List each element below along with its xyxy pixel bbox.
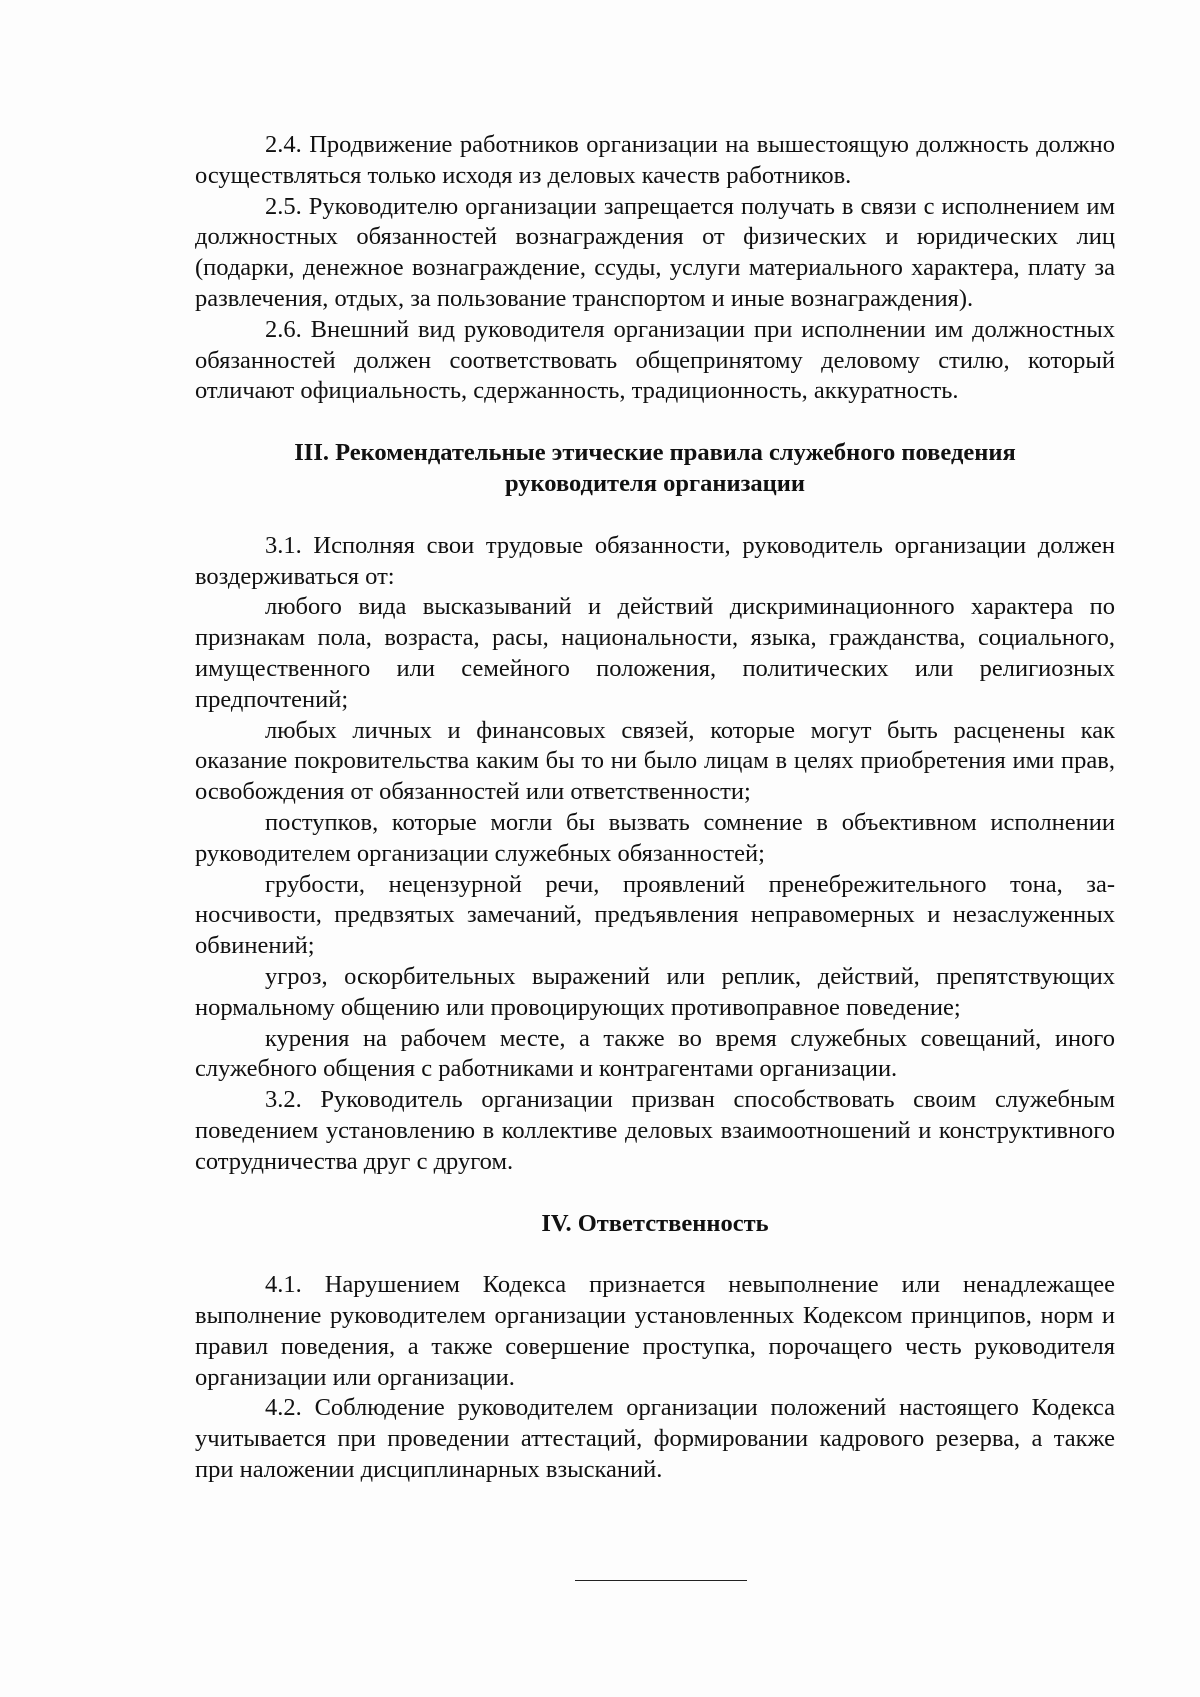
document-body <box>195 130 1115 1486</box>
section-4-heading-text: IV. Ответственность <box>541 1209 769 1237</box>
section-3-heading <box>195 438 1115 500</box>
list-item: грубости, нецензурной речи, проявлений пренебрежительного тона, заносчивости, предвзятых замечаний, предъявления неправомерных и незаслуженных обвинений; <box>195 870 1115 960</box>
section-4-heading <box>195 1209 1115 1240</box>
paragraph-3-2: 3.2. Руководитель организации призван способствовать своим служебным поведением установлению в коллективе деловых взаимоотношений и конструктивного сотрудничества друг с другом. <box>195 1086 1115 1175</box>
paragraph-3-1: 3.1. Исполняя свои трудовые обязанности, руководитель организации должен воздерживаться от: <box>195 531 1115 590</box>
paragraph-4-1: 4.1. Нарушением Кодекса признается невыполнение или ненадлежащее выполнение руководителем организации установленных Кодексом принципов, норм и правил поведения, а также совершение проступка, порочащего честь руководителя организации или организации. <box>195 1271 1115 1391</box>
paragraph-4-2: 4.2. Соблюдение руководителем организации положений настоящего Кодекса учитывается при проведении аттестаций, формировании кадрового резерва, а также при наложении дисциплинарных взысканий. <box>195 1394 1115 1484</box>
end-of-document-rule <box>575 1580 747 1581</box>
section-3-heading-line-1: III. Рекомендательные этические правила служебного поведения <box>294 439 1016 467</box>
list-item: поступков, которые могли бы вызвать сомнение в объективном исполнении руководителем организации служебных обязанностей; <box>195 808 1115 867</box>
paragraph-2-4: 2.4. Продвижение работников организации на вышестоящую должность должно осуществляться только исходя из деловых качеств работников. <box>195 131 1115 189</box>
list-item: любого вида высказываний и действий дискриминационного характера по признакам пола, возраста, расы, национальности, языка, гражданства, социального, имущественного или семейного положения, политических или религиозных предпочтений; <box>195 593 1115 713</box>
section-3-heading-line-2: руководителя организации <box>504 469 806 497</box>
paragraph-2-6: 2.6. Внешний вид руководителя организации при исполнении им должностных обязанностей должен соответствовать общепринятому деловому стилю, который отличают официальность, сдержанность, традиционность, аккуратность. <box>195 315 1115 405</box>
list-item: угроз, оскорбительных выражений или реплик, действий, препятствующих нормальному общению или провоцирующих противоправное поведение; <box>195 962 1115 1021</box>
paragraph-2-5: 2.5. Руководителю организации запрещается получать в связи с исполнением им должностных обязанностей вознаграждения от физических и юридических лиц (подарки, денежное вознаграждение, ссуды, услуги материального характера, плату за развлечения, отдых, за пользование транспортом и иные вознаграждения). <box>195 192 1115 312</box>
list-item: курения на рабочем месте, а также во время служебных совещаний, иного служебного общения с работниками и контрагентами организации. <box>195 1024 1115 1083</box>
list-item: любых личных и финансовых связей, которые могут быть расценены как оказание покровительства каким бы то ни было лицам в целях приобретения ими прав, освобождения от обязанностей или ответственности; <box>195 716 1115 806</box>
